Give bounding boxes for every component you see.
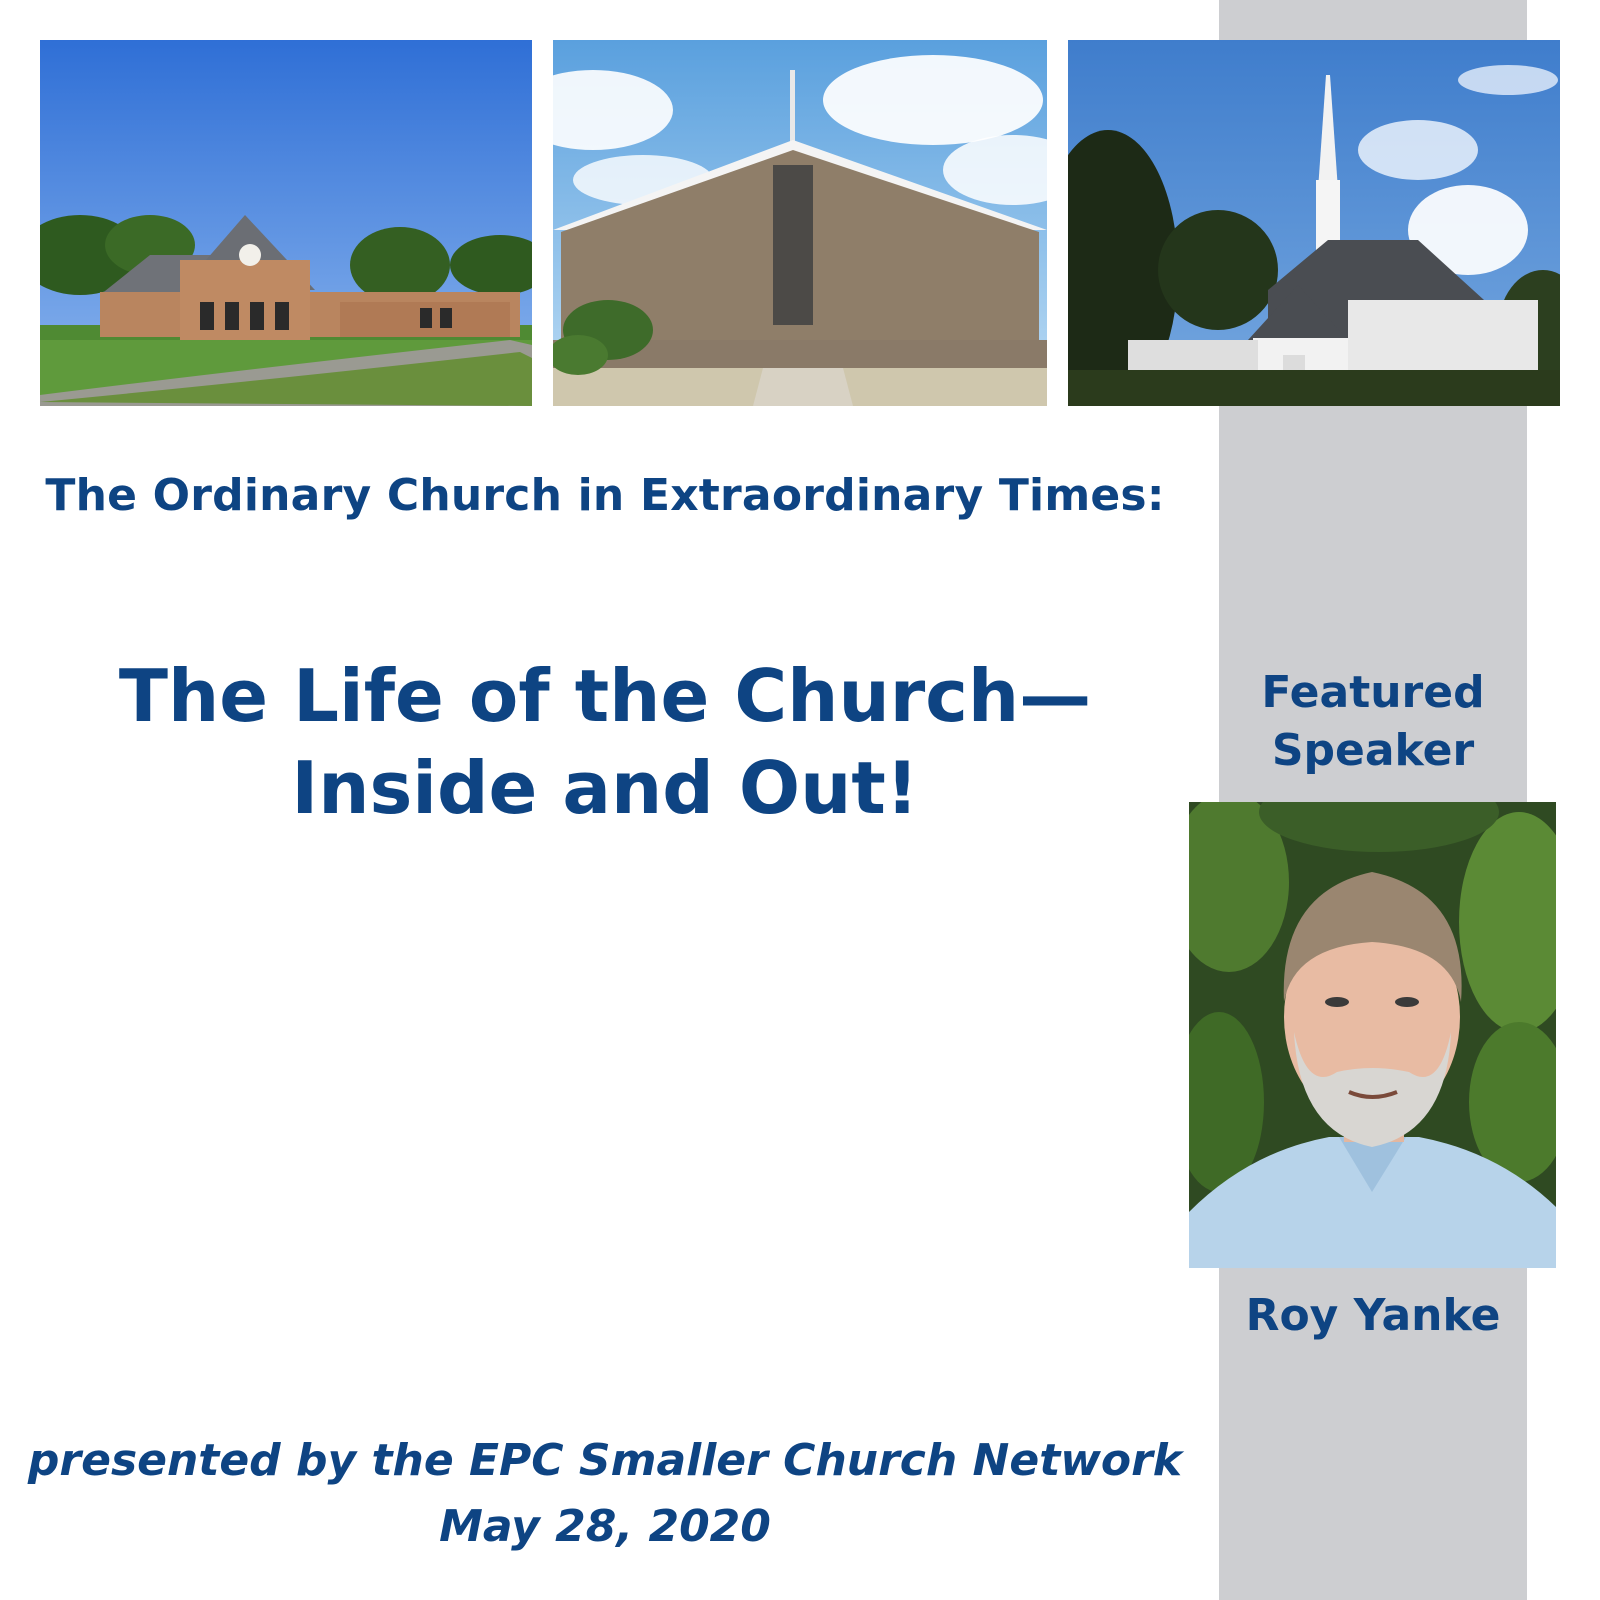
main-title bbox=[0, 650, 1210, 834]
featured-line1: Featured bbox=[1261, 667, 1485, 718]
church-photo-white-steeple bbox=[1068, 40, 1560, 406]
main-title-line2: Inside and Out! bbox=[291, 746, 919, 830]
featured-line2: Speaker bbox=[1271, 725, 1475, 776]
speaker-photo bbox=[1189, 802, 1556, 1268]
church-photo-brick-modern bbox=[40, 40, 532, 406]
series-title: The Ordinary Church in Extraordinary Times: bbox=[45, 470, 1165, 521]
event-date: May 28, 2020 bbox=[439, 1501, 771, 1552]
main-title-line1: The Life of the Church— bbox=[118, 654, 1092, 738]
presenter-block bbox=[0, 1428, 1210, 1560]
featured-speaker-label bbox=[1219, 664, 1527, 780]
church-photo-brick-gabled bbox=[553, 40, 1047, 406]
presenter-line: presented by the EPC Smaller Church Network bbox=[27, 1435, 1183, 1486]
speaker-name: Roy Yanke bbox=[1245, 1290, 1501, 1341]
